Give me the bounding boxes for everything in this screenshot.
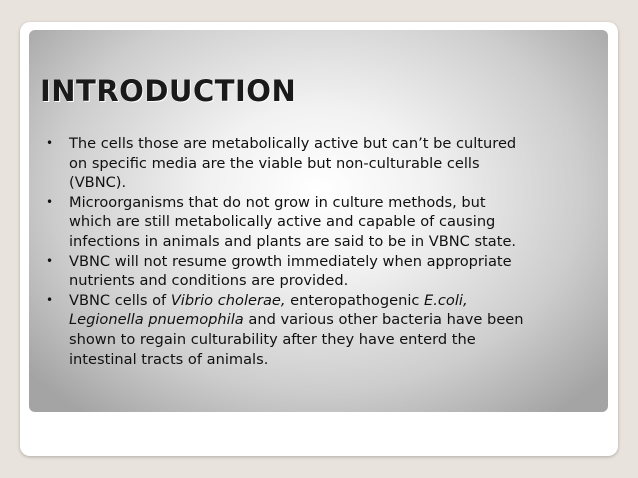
bullet-text-line: on specific media are the viable but non-culturable cells [69,154,480,172]
text-run: enteropathogenic [285,291,425,309]
bullet-text-line: The cells those are metabolically active but can’t be cultured [69,135,517,152]
bullet-marker: • [46,292,54,307]
bullet-list [46,134,576,369]
bullet-text-line [69,291,576,311]
bullet-text-line: infections in animals and plants are said to be in VBNC state. [69,232,517,250]
bullet-item [46,134,576,193]
bullet-text-line: which are still metabolically active and capable of causing [69,213,496,231]
species-name: E.coli, [424,291,468,309]
bullet-text-line [69,310,576,330]
species-name: Legionella pnuemophila [69,311,244,329]
bullet-text-line: nutrients and conditions are provided. [69,272,349,290]
bullet-item [46,291,576,369]
bullet-text-line: (VBNC). [69,174,127,192]
bullet-marker: • [46,253,54,268]
bullet-item [46,252,576,291]
bullet-marker: • [46,136,54,150]
bullet-text-line: intestinal tracts of animals. [69,350,269,368]
text-run: VBNC cells of [69,291,171,309]
bullet-marker: • [46,194,54,209]
bullet-text-line: shown to regain culturability after they have enterd the [69,330,476,348]
species-name: Vibrio cholerae, [170,291,286,309]
bullet-text-line: Microorganisms that do not grow in culture methods, but [69,193,486,211]
text-run: and various other bacteria have been [243,311,524,329]
slide-title: INTRODUCTION [40,74,297,108]
bullet-text-line: VBNC will not resume growth immediately when appropriate [69,252,512,270]
bullet-item [46,193,576,252]
